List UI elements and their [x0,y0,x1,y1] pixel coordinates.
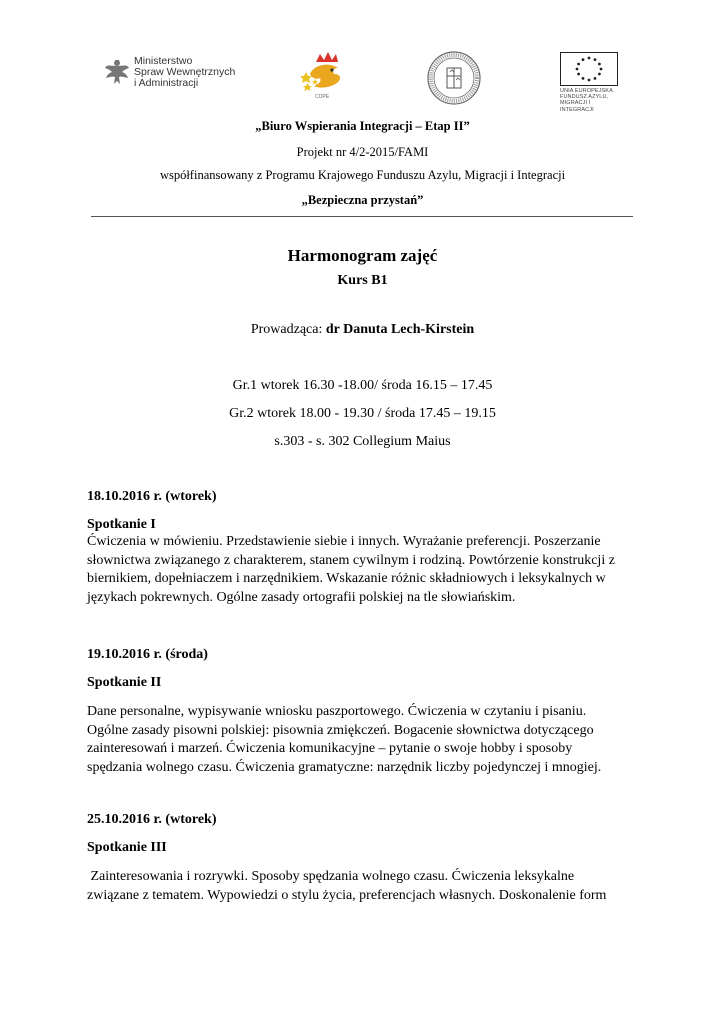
project-number: Projekt nr 4/2-2015/FAMI [296,145,429,159]
university-seal [426,50,482,106]
header-divider [91,216,633,217]
page-title: Harmonogram zajęć [287,246,438,265]
eu-logo [560,52,624,122]
session-description: Dane personalne, wypisywanie wniosku paszportowego. Ćwiczenia w czytaniu i pisaniu. Ogólne zasady pisowni polskiej: pisownia zmiękczeń. Bogacenie słownictwa dotyczącego zainteresowań i marzeń. Ćwiczenia komunikacyjne – pytanie o swoje hobby i sposoby spędzania wolnego czasu. Ćwiczenia gramatyczne: narzędnik liczby pojedynczej i mnogiej. [87,704,602,776]
session-1 [87,489,647,608]
teacher-label: Prowadząca: [250,322,326,337]
course-name: Kurs B1 [337,273,388,288]
cope-eagle-icon [296,50,356,94]
session-title: Spotkanie I [87,517,156,532]
project-title: „Biuro Wspierania Integracji – Etap II” [255,119,470,133]
schedule-group-2: Gr.2 wtorek 18.00 - 19.30 / środa 17.45 – 19.15 [229,406,496,421]
mswia-text: Ministerstwo Spraw Wewnętrznych i Administracji [134,55,236,89]
eu-text: UNIA EUROPEJSKA FUNDUSZ AZYLU, MIGRACJI I INTEGRACJI [560,88,613,113]
teacher-name: dr Danuta Lech-Kirstein [325,322,475,337]
eagle-icon [104,58,130,88]
session-description: Ćwiczenia w mówieniu. Przedstawienie siebie i innych. Wyrażanie preferencji. Poszerzanie słownictwa związanego z charakterem, stanem cywilnym i rodziną. Powtórzenie konstrukcji z biernikiem, dopełniaczem i narzędnikiem. Wskazanie różnic składniowych i leksykalnych w językach pokrewnych. Ogólne zasady ortografii polskiej na tle słowiańskim. [87,534,615,606]
logo-strip [0,40,725,125]
eu-flag-icon [560,52,618,86]
session-date: 19.10.2016 r. (środa) [87,647,208,662]
project-subtitle: „Bezpieczna przystań” [301,193,424,207]
session-date: 25.10.2016 r. (wtorek) [87,812,217,827]
schedule-rooms: s.303 - s. 302 Collegium Maius [274,434,451,449]
session-description: Zainteresowania i rozrywki. Sposoby spędzania wolnego czasu. Ćwiczenia leksykalne związane z tematem. Wypowiedzi o stylu życia, preferencjach własnych. Doskonalenie form [87,869,607,903]
session-title: Spotkanie II [87,675,162,690]
cope-label: COPE [315,94,330,100]
schedule-group-1: Gr.1 wtorek 16.30 -18.00/ środa 16.15 – 17.45 [232,378,493,393]
session-2 [87,647,647,778]
mswia-logo [104,56,264,96]
session-date: 18.10.2016 r. (wtorek) [87,489,217,504]
cope-logo [296,50,356,104]
session-title: Spotkanie III [87,840,167,855]
session-3 [87,812,647,905]
seal-icon [426,50,482,106]
teacher-line [0,322,725,338]
cofinancing-note: współfinansowany z Programu Krajowego Funduszu Azylu, Migracji i Integracji [159,168,566,182]
